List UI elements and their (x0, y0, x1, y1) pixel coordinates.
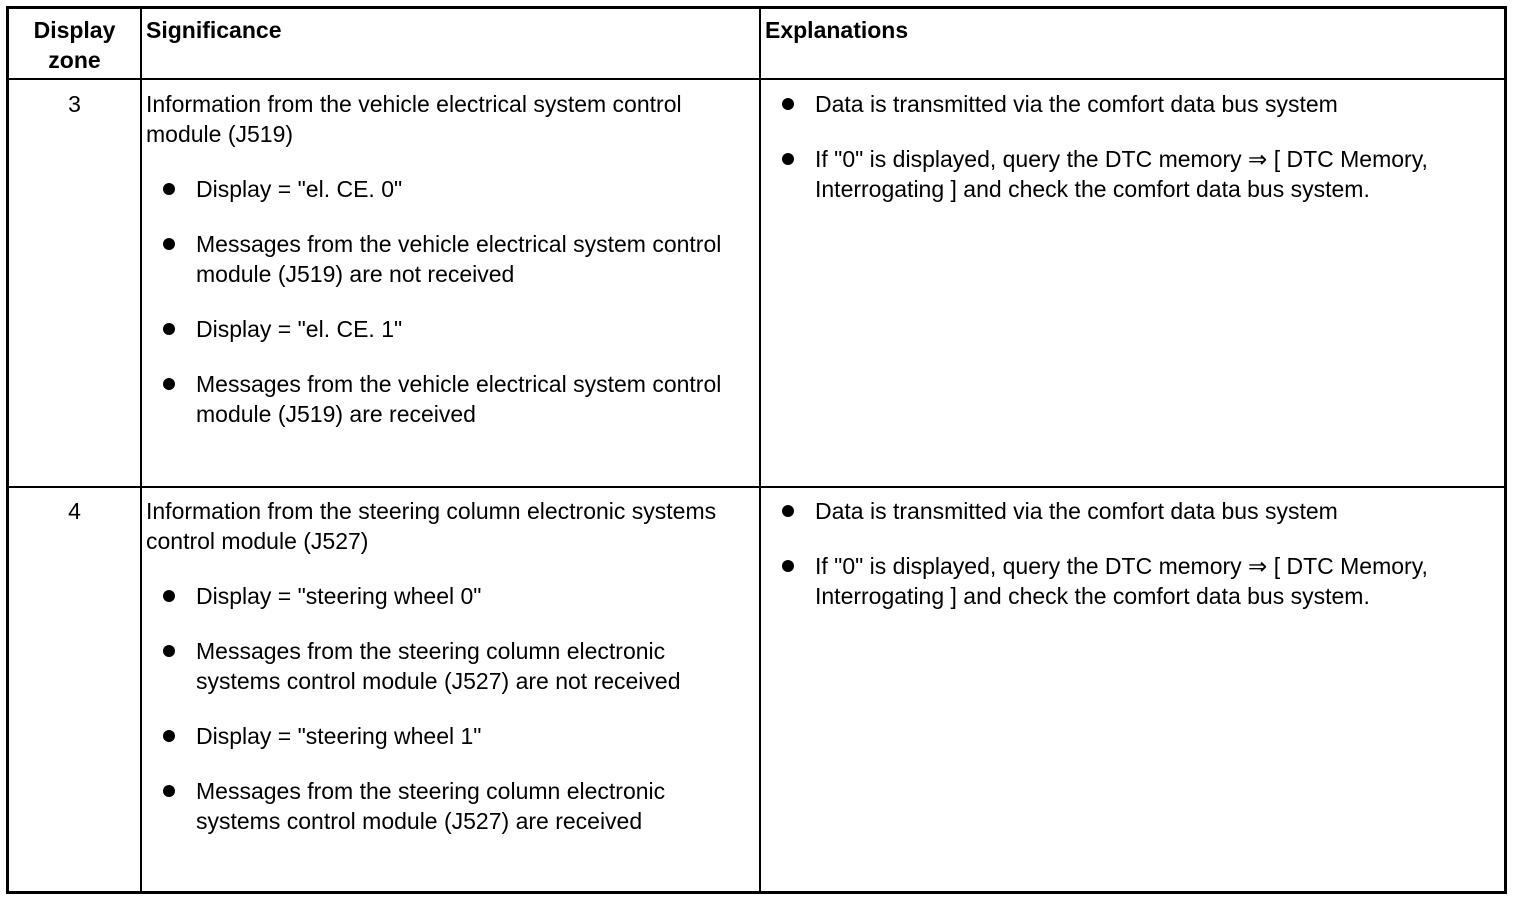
list-item: Messages from the vehicle electrical system control module (J519) are not received (146, 229, 746, 289)
column-divider (759, 9, 761, 891)
list-item: Data is transmitted via the comfort data bus system (765, 496, 1495, 526)
bullet-icon (163, 785, 175, 797)
list-item: Data is transmitted via the comfort data bus system (765, 89, 1495, 119)
list-item: If "0" is displayed, query the DTC memory ⇒ [ DTC Memory, Interrogating ] and check the comfort data bus system. (765, 551, 1495, 611)
bullet-icon (163, 730, 175, 742)
explanations-cell (765, 496, 1495, 611)
row-divider (9, 486, 1504, 488)
bullet-icon (782, 98, 794, 110)
explanations-list (765, 89, 1495, 204)
bullet-icon (163, 378, 175, 390)
bullet-icon (163, 183, 175, 195)
explanations-cell (765, 89, 1495, 204)
list-item: Messages from the steering column electronic systems control module (J527) are received (146, 776, 746, 836)
bullet-icon (163, 323, 175, 335)
significance-list (146, 174, 746, 429)
explanations-list (765, 496, 1495, 611)
zone-number: 4 (68, 498, 81, 524)
display-zone-table (6, 6, 1507, 894)
significance-cell (146, 496, 746, 836)
header-explanations: Explanations (765, 17, 909, 43)
significance-list (146, 581, 746, 836)
bullet-icon (163, 645, 175, 657)
column-divider (140, 9, 142, 891)
list-item: Display = "steering wheel 1" (146, 721, 746, 751)
bullet-icon (163, 238, 175, 250)
significance-cell (146, 89, 746, 429)
header-display-zone: Display zone (33, 17, 116, 73)
bullet-icon (782, 153, 794, 165)
header-significance: Significance (146, 17, 282, 43)
list-item: Display = "steering wheel 0" (146, 581, 746, 611)
list-item: Display = "el. CE. 1" (146, 314, 746, 344)
significance-intro: Information from the steering column electronic systems control module (J527) (146, 498, 717, 554)
bullet-icon (163, 590, 175, 602)
zone-number: 3 (68, 91, 81, 117)
list-item: Display = "el. CE. 0" (146, 174, 746, 204)
list-item: Messages from the vehicle electrical system control module (J519) are received (146, 369, 746, 429)
bullet-icon (782, 560, 794, 572)
header-divider (9, 78, 1504, 80)
bullet-icon (782, 505, 794, 517)
significance-intro: Information from the vehicle electrical system control module (J519) (146, 91, 682, 147)
list-item: Messages from the steering column electronic systems control module (J527) are not received (146, 636, 746, 696)
list-item: If "0" is displayed, query the DTC memory ⇒ [ DTC Memory, Interrogating ] and check the comfort data bus system. (765, 144, 1495, 204)
